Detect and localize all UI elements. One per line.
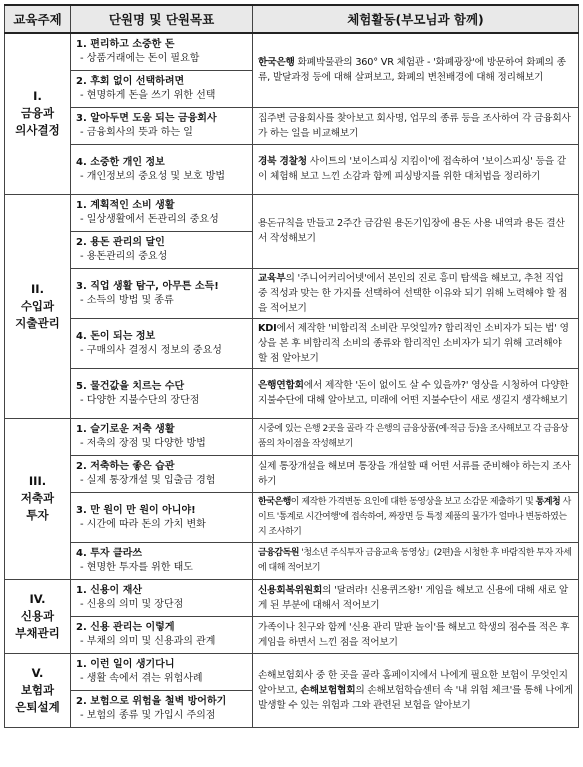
activity-text: 의 손해보험학습센터 속 '내 위험 체크'를 통해 나에게 발생할 수 있는 위험과 그와 관련된 보험을 알아보기: [258, 684, 573, 711]
unit-goal: - 현명하게 돈을 쓰기 위한 선택: [80, 90, 216, 101]
topic-numeral: II.: [31, 281, 44, 296]
unit-title: 2. 신용 관리는 이렇게: [76, 622, 175, 633]
activity-cell: [253, 368, 579, 418]
topic-line: 투자: [26, 508, 49, 522]
activity-cell: [253, 653, 579, 727]
unit-title: 1. 슬기로운 저축 생활: [76, 424, 175, 435]
unit-cell: [71, 107, 253, 144]
activity-text: 용돈규칙을 만들고 2주간 금감원 용돈기입장에 용돈 사용 내역과 용돈 결산서 작성해보기: [258, 218, 565, 244]
topic-cell-3: [5, 418, 71, 579]
table-row: [5, 418, 579, 455]
activity-text: 시중에 있는 은행 2곳을 골라 각 은행의 금융상품(예·적금 등)을 조사해보고 각 금융상품의 차이점을 작성해보기: [258, 423, 568, 449]
topic-line: 은퇴설계: [15, 699, 60, 714]
table-row: [5, 455, 579, 492]
table-row: [5, 368, 579, 418]
activity-text: 가족이나 친구와 함께 '신용 관리 말판 놀이'를 해보고 학생의 점수를 적은 후 게임을 하면서 느낀 점을 적어보기: [258, 621, 570, 648]
unit-cell: [71, 455, 253, 492]
unit-goal: - 저축의 장점 및 다양한 방법: [80, 438, 206, 449]
unit-title: 3. 알아두면 도움 되는 금융회사: [76, 113, 217, 124]
table-row: [5, 653, 579, 690]
table-row: [5, 33, 579, 70]
topic-line: 의사결정: [15, 123, 60, 138]
unit-title: 4. 돈이 되는 정보: [76, 330, 156, 342]
table-row: [5, 268, 579, 318]
unit-title: 4. 투자 클라쓰: [76, 548, 143, 559]
activity-text: 화폐박물관의 360° VR 체험관 - '화폐광장'에 방문하여 화폐의 종류, 발달과정 등에 대해 살펴보고, 화폐의 변천배경에 대해 정리해보기: [258, 57, 566, 84]
unit-goal: - 상품거래에는 돈이 필요함: [80, 53, 200, 65]
unit-title: 2. 보험으로 위험을 철벽 방어하기: [76, 696, 227, 707]
unit-goal: - 소득의 방법 및 종류: [80, 294, 174, 306]
header-activity: 체험활동(부모님과 함께): [253, 5, 579, 33]
unit-cell: [71, 492, 253, 542]
activity-cell: [253, 455, 579, 492]
topic-numeral: III.: [28, 474, 47, 488]
org-name: 은행연합회: [258, 380, 304, 391]
unit-cell: [71, 653, 253, 690]
unit-goal: - 실제 통장개설 및 입출금 경험: [80, 475, 216, 486]
unit-cell: [71, 33, 253, 70]
unit-cell: [71, 579, 253, 616]
unit-title: 2. 저축하는 좋은 습관: [76, 461, 175, 472]
topic-line: 부채관리: [15, 625, 60, 640]
unit-title: 1. 이런 일이 생기다니: [76, 659, 175, 670]
topic-line: 금융과: [20, 106, 55, 121]
header-unit-goal: 단원명 및 단원목표: [71, 5, 253, 33]
unit-title: 3. 만 원이 만 원이 아니야!: [76, 504, 196, 516]
topic-numeral: IV.: [29, 591, 46, 606]
unit-goal: - 금융회사의 뜻과 하는 일: [80, 127, 193, 138]
unit-cell: [71, 194, 253, 231]
activity-cell: [253, 194, 579, 268]
org-name: 신용회복위원회: [258, 584, 323, 596]
topic-cell-2: [5, 194, 71, 418]
unit-cell: [71, 268, 253, 318]
unit-goal: - 개인정보의 중요성 및 보호 방법: [80, 170, 226, 182]
org-name: 한국은행: [258, 496, 291, 507]
unit-title: 2. 용돈 관리의 달인: [76, 237, 165, 248]
unit-goal: - 신용의 의미 및 장단점: [80, 599, 184, 610]
unit-goal: - 구매의사 결정시 정보의 중요성: [80, 344, 222, 356]
unit-cell: [71, 418, 253, 455]
unit-title: 1. 계획적인 소비 생활: [76, 200, 175, 211]
activity-text: 실제 통장개설을 해보며 통장을 개설할 때 어떤 서류를 준비해야 하는지 조사하기: [258, 460, 571, 487]
unit-goal: - 보험의 종류 및 가입시 주의점: [80, 710, 216, 721]
table-row: [5, 616, 579, 653]
unit-goal: - 현명한 투자를 위한 태도: [80, 562, 193, 573]
table-header-row: [5, 5, 579, 33]
unit-title: 2. 후회 없이 선택하려면: [76, 76, 185, 87]
table-row: [5, 492, 579, 542]
table-row: [5, 579, 579, 616]
unit-title: 1. 편리하고 소중한 돈: [76, 39, 175, 51]
unit-cell: [71, 542, 253, 579]
table-row: [5, 194, 579, 231]
activity-cell: [253, 492, 579, 542]
unit-cell: [71, 318, 253, 368]
activity-text: 의 '달려라! 신용퀴즈왕!' 게임을 해보고 신용에 대해 새로 알게 된 부분에 대해서 적어보기: [258, 584, 569, 611]
unit-title: 3. 직업 생활 탐구, 아무튼 소득!: [76, 280, 219, 292]
table-row: [5, 107, 579, 144]
topic-line: 보험과: [20, 682, 55, 697]
unit-goal: - 용돈관리의 중요성: [80, 251, 168, 262]
unit-title: 5. 물건값을 치르는 수단: [76, 380, 185, 392]
topic-cell-1: [5, 33, 71, 194]
unit-cell: [71, 70, 253, 107]
activity-text: 손해보험회사 중 한 곳을 골라 홈페이지에서 나에게 필요한 보험이 무엇인지 알아보고,: [258, 669, 568, 696]
unit-cell: [71, 616, 253, 653]
unit-goal: - 다양한 지불수단의 장단점: [80, 394, 200, 406]
org-name: 경북 경찰청: [258, 156, 307, 167]
topic-cell-5: [5, 653, 71, 727]
activity-cell: [253, 616, 579, 653]
activity-cell: [253, 144, 579, 194]
unit-cell: [71, 368, 253, 418]
topic-line: 저축과: [20, 491, 55, 505]
topic-numeral: V.: [31, 665, 44, 680]
header-education-topic: 교육주제: [5, 5, 71, 33]
activity-cell: [253, 33, 579, 107]
curriculum-table: [4, 4, 579, 728]
org-name: 통계청: [535, 496, 561, 507]
unit-goal: - 생활 속에서 겪는 위험사례: [80, 673, 203, 684]
activity-text: 집주변 금융회사를 찾아보고 회사명, 업무의 종류 등을 조사하여 각 금융회사가 하는 일을 비교해보기: [258, 112, 571, 139]
table-row: [5, 542, 579, 579]
org-name: 손해보험협회: [300, 684, 356, 696]
activity-cell: [253, 579, 579, 616]
unit-cell: [71, 690, 253, 727]
org-name: 한국은행: [258, 57, 295, 69]
activity-text: 의 '주니어커리어넷'에서 본인의 진로 흥미 탐색을 해보고, 추천 직업 중 적성과 맞는 한 가지를 선택하여 선택한 이유와 되기 위해 노력해야 할 점을 적어보기: [258, 272, 568, 314]
unit-goal: - 일상생활에서 돈관리의 중요성: [80, 214, 219, 225]
table-row: [5, 144, 579, 194]
unit-goal: - 부채의 의미 및 신용과의 관계: [80, 636, 216, 647]
unit-cell: [71, 144, 253, 194]
activity-cell: [253, 318, 579, 368]
activity-text: 사이트의 '보이스피싱 지킴이'에 접속하여 '보이스피싱' 등을 같이 체험해 보고 느낀 소감과 함께 피싱방지를 위한 대처법을 정리하기: [258, 156, 566, 182]
activity-cell: [253, 542, 579, 579]
unit-cell: [71, 231, 253, 268]
activity-text: 사이트 '통계로 시간여행'에 접속하여, 짜장면 등 특정 제품의 물가가 얼마나 변동하였는지 조사하기: [258, 496, 571, 537]
activity-text: '청소년 주식투자 금융교육 동영상」(2편)을 시청한 후 바람직한 투자 자세에 대해 적어보기: [258, 547, 572, 573]
unit-goal: - 시간에 따라 돈의 가치 변화: [80, 518, 206, 530]
activity-text: 이 제작한 가격변동 요인에 대한 동영상을 보고 소감문 제출하기 및: [290, 496, 536, 507]
unit-title: 4. 소중한 개인 정보: [76, 156, 165, 168]
topic-numeral: I.: [33, 89, 42, 104]
org-name: KDI: [258, 322, 277, 334]
topic-line: 수입과: [20, 298, 55, 313]
curriculum-table-wrapper: [4, 4, 578, 728]
activity-cell: [253, 418, 579, 455]
table-row: [5, 318, 579, 368]
topic-line: 신용과: [20, 608, 55, 623]
activity-cell: [253, 107, 579, 144]
org-name: 교육부: [258, 272, 286, 284]
activity-cell: [253, 268, 579, 318]
topic-cell-4: [5, 579, 71, 653]
activity-text: 에서 제작한 '비합리적 소비란 무엇일까? 합리적인 소비자가 되는 법' 영상을 본 후 비합리적 소비의 종류와 합리적인 소비자가 되기 위해 고려해야 할 점 알아보기: [258, 322, 569, 364]
topic-line: 지출관리: [15, 315, 60, 330]
activity-text: 에서 제작한 '돈이 없이도 살 수 있을까?' 영상을 시청하여 다양한 지불수단에 대해 알아보고, 미래에 어떤 지불수단이 새로 생길지 생각해보기: [258, 380, 569, 406]
unit-title: 1. 신용이 재산: [76, 585, 143, 596]
org-name: 금융감독원: [258, 547, 299, 558]
